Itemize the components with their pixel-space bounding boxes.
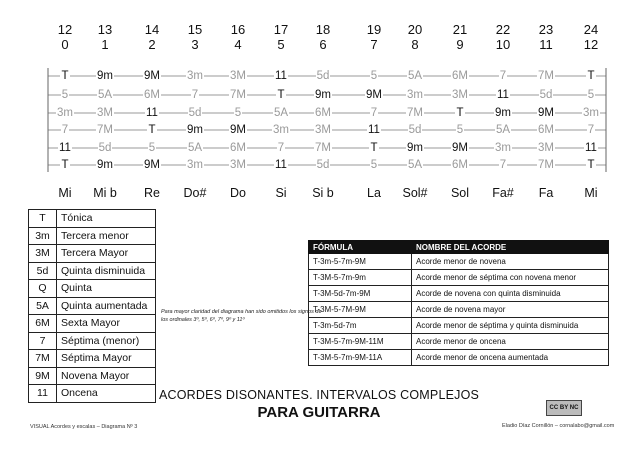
fret-number-top: 18	[315, 22, 331, 37]
creative-commons-badge: CC BY NC	[546, 400, 582, 416]
interval-label: 5	[370, 159, 378, 171]
legend-row	[29, 367, 156, 385]
fret-number-top: 21	[452, 22, 468, 37]
legend-description: Sexta Mayor	[57, 315, 156, 333]
interval-label: 5d	[408, 124, 422, 136]
interval-cell	[223, 69, 253, 83]
chord-formula: T-3M-5-7m-9M-11A	[309, 350, 412, 366]
fret-number-bottom: 5	[277, 37, 285, 52]
interval-cell	[266, 123, 296, 137]
interval-cell	[531, 88, 561, 102]
interval-cell	[50, 123, 80, 137]
interval-cell	[223, 158, 253, 172]
legend-description: Tercera menor	[57, 227, 156, 245]
interval-label: 3m	[583, 107, 599, 119]
interval-label: 5d	[316, 70, 330, 82]
note-name-0: Mi	[58, 186, 72, 200]
note-name-10: Fa#	[492, 186, 514, 200]
fret-number-bottom: 3	[191, 37, 199, 52]
interval-label: 3m	[407, 89, 423, 101]
interval-cell	[488, 69, 518, 83]
interval-label: 5	[370, 70, 378, 82]
interval-label: 5	[587, 89, 595, 101]
interval-cell	[400, 88, 430, 102]
note-name-4: Do	[230, 186, 246, 200]
interval-label: 9M	[452, 142, 468, 154]
interval-label: 3M	[230, 70, 246, 82]
interval-cell	[488, 123, 518, 137]
interval-cell	[445, 69, 475, 83]
interval-cell	[266, 158, 296, 172]
formula-row	[309, 350, 609, 366]
interval-cell	[266, 106, 296, 120]
interval-cell	[445, 106, 475, 120]
interval-label: 6M	[230, 142, 246, 154]
fret-number-top: 24	[583, 22, 599, 37]
fret-number-top: 20	[407, 22, 423, 37]
interval-label: 9M	[366, 89, 382, 101]
interval-label: 7	[587, 124, 595, 136]
interval-cell	[359, 158, 389, 172]
interval-cell	[50, 69, 80, 83]
interval-cell	[400, 158, 430, 172]
chord-name: Acorde menor de novena	[412, 254, 609, 270]
fret-number-bottom: 6	[319, 37, 327, 52]
note-name-1: Mi b	[93, 186, 117, 200]
interval-cell	[90, 158, 120, 172]
interval-label: 7	[499, 159, 507, 171]
fret-number-top: 16	[230, 22, 246, 37]
interval-label: 11	[146, 107, 158, 119]
interval-label: 3M	[97, 107, 113, 119]
fret-number-top: 14	[144, 22, 160, 37]
interval-label: 3m	[57, 107, 73, 119]
interval-label: 7M	[97, 124, 113, 136]
fret-number-bottom: 12	[583, 37, 599, 52]
interval-cell	[90, 69, 120, 83]
interval-label: 5d	[316, 159, 330, 171]
note-name-8: Sol#	[402, 186, 428, 200]
chord-name: Acorde menor de oncena aumentada	[412, 350, 609, 366]
legend-row	[29, 245, 156, 263]
interval-label: 3m	[495, 142, 511, 154]
legend-description: Séptima (menor)	[57, 332, 156, 350]
interval-cell	[445, 123, 475, 137]
chord-formula-table	[308, 240, 609, 366]
fret-number-top: 13	[97, 22, 113, 37]
formula-row	[309, 334, 609, 350]
fret-number-bottom: 7	[370, 37, 378, 52]
interval-label: 3M	[315, 124, 331, 136]
legend-symbol: Q	[29, 280, 57, 298]
interval-label: 5	[148, 142, 156, 154]
interval-label: 11	[497, 89, 509, 101]
formula-row	[309, 254, 609, 270]
page-title: ACORDES DISONANTES. INTERVALOS COMPLEJOS	[158, 388, 480, 402]
legend-description: Tercera Mayor	[57, 245, 156, 263]
interval-label: 5A	[273, 107, 289, 119]
interval-cell	[180, 141, 210, 155]
interval-cell	[400, 106, 430, 120]
interval-cell	[445, 158, 475, 172]
note-name-6: Si b	[312, 186, 334, 200]
interval-cell	[50, 141, 80, 155]
interval-cell	[576, 141, 606, 155]
interval-label: 11	[368, 124, 380, 136]
interval-label: 6M	[452, 70, 468, 82]
legend-description: Séptima Mayor	[57, 350, 156, 368]
legend-symbol: 3M	[29, 245, 57, 263]
interval-cell	[359, 106, 389, 120]
fret-number-bottom: 4	[234, 37, 242, 52]
fret-number-bottom: 9	[456, 37, 464, 52]
fret-number-bottom: 10	[495, 37, 511, 52]
fret-number-top: 15	[187, 22, 203, 37]
page-subtitle: PARA GUITARRA	[257, 404, 381, 421]
chord-formula: T-3m-5-7m-9M	[309, 254, 412, 270]
chord-name: Acorde menor de séptima y quinta disminuida	[412, 318, 609, 334]
formula-row	[309, 286, 609, 302]
interval-label: 7M	[538, 70, 554, 82]
interval-cell	[266, 141, 296, 155]
formula-header: FÓRMULA	[309, 241, 412, 254]
chord-name: Acorde menor de séptima con novena menor	[412, 270, 609, 286]
interval-cell	[180, 106, 210, 120]
legend-description: Quinta	[57, 280, 156, 298]
interval-cell	[180, 69, 210, 83]
legend-description: Quinta disminuida	[57, 262, 156, 280]
interval-label: 7	[277, 142, 285, 154]
interval-cell	[359, 88, 389, 102]
legend-symbol: 5A	[29, 297, 57, 315]
interval-cell	[308, 69, 338, 83]
interval-label: T	[587, 70, 595, 82]
formula-row	[309, 270, 609, 286]
fret-number-bottom: 8	[411, 37, 419, 52]
interval-label: 9m	[315, 89, 331, 101]
interval-cell	[488, 88, 518, 102]
interval-cell	[50, 158, 80, 172]
fret-number-bottom: 0	[61, 37, 69, 52]
interval-label: 6M	[315, 107, 331, 119]
interval-cell	[137, 106, 167, 120]
interval-cell	[359, 69, 389, 83]
interval-cell	[531, 123, 561, 137]
fret-number-bottom: 2	[148, 37, 156, 52]
interval-label: 7M	[315, 142, 331, 154]
interval-label: 3M	[230, 159, 246, 171]
interval-label: 5A	[407, 70, 423, 82]
formula-row	[309, 318, 609, 334]
legend-description: Tónica	[57, 210, 156, 228]
interval-label: 7	[61, 124, 69, 136]
interval-cell	[137, 88, 167, 102]
interval-label: 5A	[187, 142, 203, 154]
interval-cell	[531, 106, 561, 120]
interval-label: 11	[275, 70, 287, 82]
legend-row	[29, 262, 156, 280]
interval-label: T	[456, 107, 464, 119]
interval-cell	[576, 123, 606, 137]
fret-number-bottom: 11	[539, 37, 553, 52]
interval-cell	[90, 106, 120, 120]
interval-legend	[28, 209, 156, 403]
interval-label: 9m	[187, 124, 203, 136]
interval-cell	[90, 123, 120, 137]
note-name-9: Sol	[450, 186, 470, 200]
interval-cell	[400, 141, 430, 155]
fret-number-top: 22	[495, 22, 511, 37]
interval-label: 11	[585, 142, 597, 154]
note-name-5: Si	[275, 186, 287, 200]
legend-symbol: 3m	[29, 227, 57, 245]
interval-label: 7M	[230, 89, 246, 101]
interval-cell	[531, 69, 561, 83]
legend-row	[29, 280, 156, 298]
fret-number-bottom: 1	[101, 37, 109, 52]
interval-label: 7	[370, 107, 378, 119]
interval-cell	[445, 88, 475, 102]
interval-cell	[180, 123, 210, 137]
interval-label: 7M	[538, 159, 554, 171]
fret-number-top: 23	[538, 22, 554, 37]
interval-label: T	[61, 70, 69, 82]
interval-cell	[180, 158, 210, 172]
note-name-11: Fa	[538, 186, 554, 200]
legend-symbol: 11	[29, 385, 57, 403]
interval-label: T	[277, 89, 285, 101]
interval-label: 6M	[144, 89, 160, 101]
legend-row	[29, 315, 156, 333]
interval-label: 5A	[97, 89, 113, 101]
interval-label: 9M	[144, 70, 160, 82]
interval-cell	[308, 106, 338, 120]
interval-cell	[223, 141, 253, 155]
chord-formula: T-3M-5-7m-9m	[309, 270, 412, 286]
chord-name: Acorde menor de oncena	[412, 334, 609, 350]
interval-label: 5A	[495, 124, 511, 136]
fret-number-top: 19	[366, 22, 382, 37]
legend-symbol: 9M	[29, 367, 57, 385]
interval-cell	[223, 88, 253, 102]
interval-label: 5	[234, 107, 242, 119]
interval-cell	[137, 123, 167, 137]
interval-label: 5d	[539, 89, 553, 101]
interval-label: 5	[61, 89, 69, 101]
interval-cell	[488, 141, 518, 155]
interval-cell	[266, 69, 296, 83]
interval-cell	[266, 88, 296, 102]
note-name-7: La	[367, 186, 381, 200]
interval-label: 3m	[187, 159, 203, 171]
interval-cell	[50, 106, 80, 120]
interval-cell	[400, 69, 430, 83]
interval-label: 9m	[407, 142, 423, 154]
legend-description: Oncena	[57, 385, 156, 403]
formula-row	[309, 302, 609, 318]
interval-label: 7	[499, 70, 507, 82]
legend-symbol: 7M	[29, 350, 57, 368]
interval-label: 7M	[407, 107, 423, 119]
interval-label: 5d	[188, 107, 202, 119]
interval-label: 6M	[538, 124, 554, 136]
interval-label: 11	[275, 159, 287, 171]
legend-symbol: T	[29, 210, 57, 228]
interval-cell	[576, 158, 606, 172]
legend-row	[29, 227, 156, 245]
interval-cell	[576, 88, 606, 102]
legend-row	[29, 332, 156, 350]
interval-cell	[531, 141, 561, 155]
interval-cell	[223, 106, 253, 120]
chord-name: Acorde de novena mayor	[412, 302, 609, 318]
legend-row	[29, 350, 156, 368]
chord-name: Acorde de novena con quinta disminuida	[412, 286, 609, 302]
interval-cell	[445, 141, 475, 155]
interval-label: T	[370, 142, 378, 154]
note-name-2: Re	[144, 186, 160, 200]
interval-cell	[576, 106, 606, 120]
interval-label: 5A	[407, 159, 423, 171]
diagram-note: Para mayor claridad del diagrama han sido omitidos los signos de los ordinales 3º, 5º, 6º, 7º, 9º y 11º	[161, 309, 322, 323]
legend-row	[29, 297, 156, 315]
chord-formula: T-3M-5d-7m-9M	[309, 286, 412, 302]
interval-cell	[308, 158, 338, 172]
footer-author: Eladio Díaz Cornillón – cornalabo@gmail.com	[502, 423, 615, 429]
interval-cell	[90, 88, 120, 102]
interval-cell	[308, 123, 338, 137]
interval-label: T	[61, 159, 69, 171]
interval-label: 3m	[273, 124, 289, 136]
interval-cell	[137, 69, 167, 83]
interval-cell	[223, 123, 253, 137]
interval-cell	[576, 69, 606, 83]
interval-cell	[50, 88, 80, 102]
interval-cell	[531, 158, 561, 172]
chord-name-header: NOMBRE DEL ACORDE	[412, 241, 609, 254]
interval-label: 5d	[98, 142, 112, 154]
interval-cell	[308, 141, 338, 155]
chord-formula: T-3M-5-7m-9M-11M	[309, 334, 412, 350]
note-name-12: Mi	[584, 186, 598, 200]
interval-label: 11	[59, 142, 71, 154]
fret-number-top: 17	[273, 22, 289, 37]
interval-label: T	[587, 159, 595, 171]
interval-label: 6M	[452, 159, 468, 171]
legend-symbol: 5d	[29, 262, 57, 280]
legend-symbol: 7	[29, 332, 57, 350]
interval-label: 9m	[97, 70, 113, 82]
legend-description: Quinta aumentada	[57, 297, 156, 315]
interval-label: 3M	[538, 142, 554, 154]
footer-diagram-label: VISUAL Acordes y escalas – Diagrama Nº 3	[30, 424, 138, 430]
interval-cell	[180, 88, 210, 102]
interval-cell	[359, 141, 389, 155]
interval-cell	[488, 158, 518, 172]
interval-cell	[90, 141, 120, 155]
legend-description: Novena Mayor	[57, 367, 156, 385]
interval-cell	[488, 106, 518, 120]
interval-cell	[359, 123, 389, 137]
interval-cell	[308, 88, 338, 102]
interval-cell	[137, 141, 167, 155]
interval-label: 3m	[187, 70, 203, 82]
interval-label: 9m	[495, 107, 511, 119]
interval-label: 7	[191, 89, 199, 101]
interval-label: 9M	[230, 124, 246, 136]
legend-row	[29, 210, 156, 228]
fret-number-top: 12	[57, 22, 73, 37]
interval-label: 9M	[144, 159, 160, 171]
note-name-3: Do#	[183, 186, 207, 200]
chord-formula: T-3m-5d-7m	[309, 318, 412, 334]
interval-label: 3M	[452, 89, 468, 101]
chord-formula: T-3M-5-7M-9M	[309, 302, 412, 318]
interval-cell	[400, 123, 430, 137]
interval-label: T	[148, 124, 156, 136]
interval-label: 5	[456, 124, 464, 136]
legend-symbol: 6M	[29, 315, 57, 333]
interval-label: 9M	[538, 107, 554, 119]
interval-label: 9m	[97, 159, 113, 171]
interval-cell	[137, 158, 167, 172]
